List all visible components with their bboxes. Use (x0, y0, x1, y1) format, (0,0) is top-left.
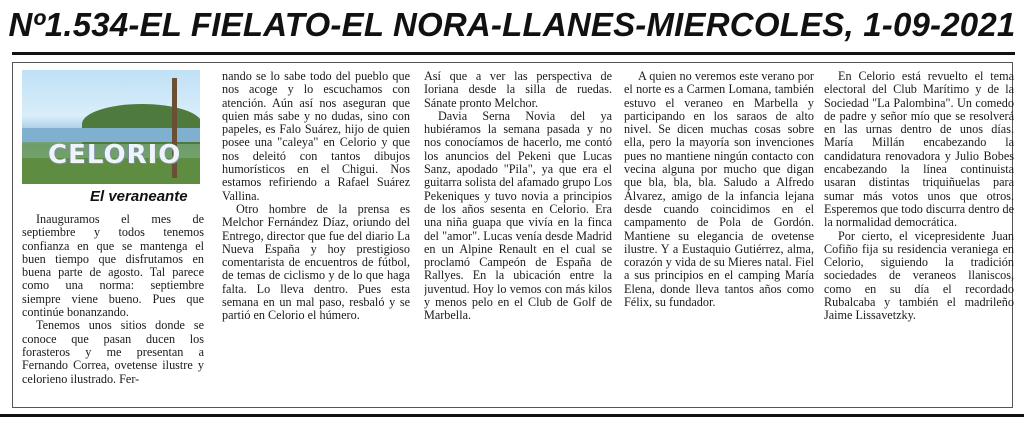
photo-sign-lettering: CELORIO (48, 140, 182, 170)
bottom-rule (0, 414, 1024, 417)
paragraph: En Celorio está revuelto el tema electoral del Club Marítimo y de la Sociedad "La Palombina". Un comedo de padre y señor mío que se resolverá en las urnas dentro de unos días. María Millán encabezando la candidatura renovadora y Julio Bobes encabezando la línea continuista usaran distintas triquiñuelas para sumar más votos unos que otros. Esperemos que todo discurra dentro de la normalidad democrática. (824, 70, 1014, 230)
paragraph: Así que a ver las perspectiva de Ioriana desde la silla de ruedas. Sánate pronto Melchor. (424, 70, 612, 110)
column-5 (824, 70, 1014, 400)
page-headline: Nº1.534-EL FIELATO-EL NORA-LLANES-MIERCOLES, 1-09-2021 (8, 6, 1016, 43)
paragraph: Por cierto, el vicepresidente Juan Cofiño fija su residencia veraniega en Celorio, siguiendo la tradición sociedades de veraneos llaniscos, como en su día el recordado Rubalcaba y también el madrileño Jaime Lissavetzky. (824, 228, 1014, 323)
column-3 (424, 70, 612, 400)
paragraph: nando se lo sabe todo del pueblo que nos acoge y lo escuchamos con atención. Aún así nos aseguran que quien más sabe y no dudas, sino con papeles, es Falo Suárez, hijo de quien posee una "caleya" en Celorio y que nos deleitó con tantos dibujos humorísticos en el Chigui. Nos estamos refiriendo a Rafael Suárez Vallina. (222, 70, 410, 203)
column-2 (222, 70, 410, 400)
paragraph: Davia Serna Novia del ya hubiéramos la semana pasada y no nos conocíamos de hacerlo, me contó los anuncios del Pekeni que Lucas Sanz, apodado "Pila", ya que era el guitarra solista del afamado grupo Los Pekeniques y tuvo novia a principios de los años sesenta en Celorio. Era una niña guapa que vivía en la finca del "amor". Lucas venía desde Madrid en un Alpine Renault en el cual se proclamó Campeón de España de Rallyes. En la ubicación entre la juventud. Hoy lo vemos con más kilos y menos pelo en el Club de Golf de Marbella. (424, 108, 612, 323)
paragraph: Inauguramos el mes de septiembre y todos tenemos confianza en que se mantenga el buen tiempo que disfrutamos en buena parte de agosto. Tal parece como una norma: septiembre siempre viene bueno. Pues que continúe bonanzando. (22, 213, 204, 320)
column-4 (624, 70, 814, 400)
paragraph: Otro hombre de la prensa es Melchor Fernández Díaz, oriundo del Entrego, director que fue del diario La Nueva España y hoy prestigioso comentarista de encuentros de fútbol, de temas de ciclismo y de lo que haga falta. Lo lleva dentro. Pues esta semana en un mal paso, resbaló y se partió en Celorio el húmero. (222, 201, 410, 323)
paragraph: A quien no veremos este verano por el norte es a Carmen Lomana, también estuvo el veraneo en Marbella y participando en los saraos de alto nivel. Se dicen muchas cosas sobre ella, pero la mayoría son invenciones pues no mantiene ningún contacto con vecina alguna por mucho que digan que bla, bla, bla. Saludo a Alfredo Álvarez, amigo de la infancia lejana desde cuando coincidimos en el campamento de Pola de Gordón. Mantiene su elegancia de ovetense ilustre. Y a Eustaquio Gutiérrez, alma, corazón y vida de su Mieres natal. Fiel a sus principios en el camping María Elena, donde lleva tantos años como Félix, su fundador. (624, 70, 814, 310)
column-1 (22, 213, 204, 393)
paragraph: Tenemos unos sitios donde se conoce que pasan ducen los forasteros y me presentan a Fernando Correa, ovetense ilustre y celorieno ilustrado. Fer- (22, 318, 204, 386)
article-subhead: El veraneante (90, 188, 188, 205)
top-rule (12, 52, 1015, 55)
celorio-photo (22, 70, 200, 184)
